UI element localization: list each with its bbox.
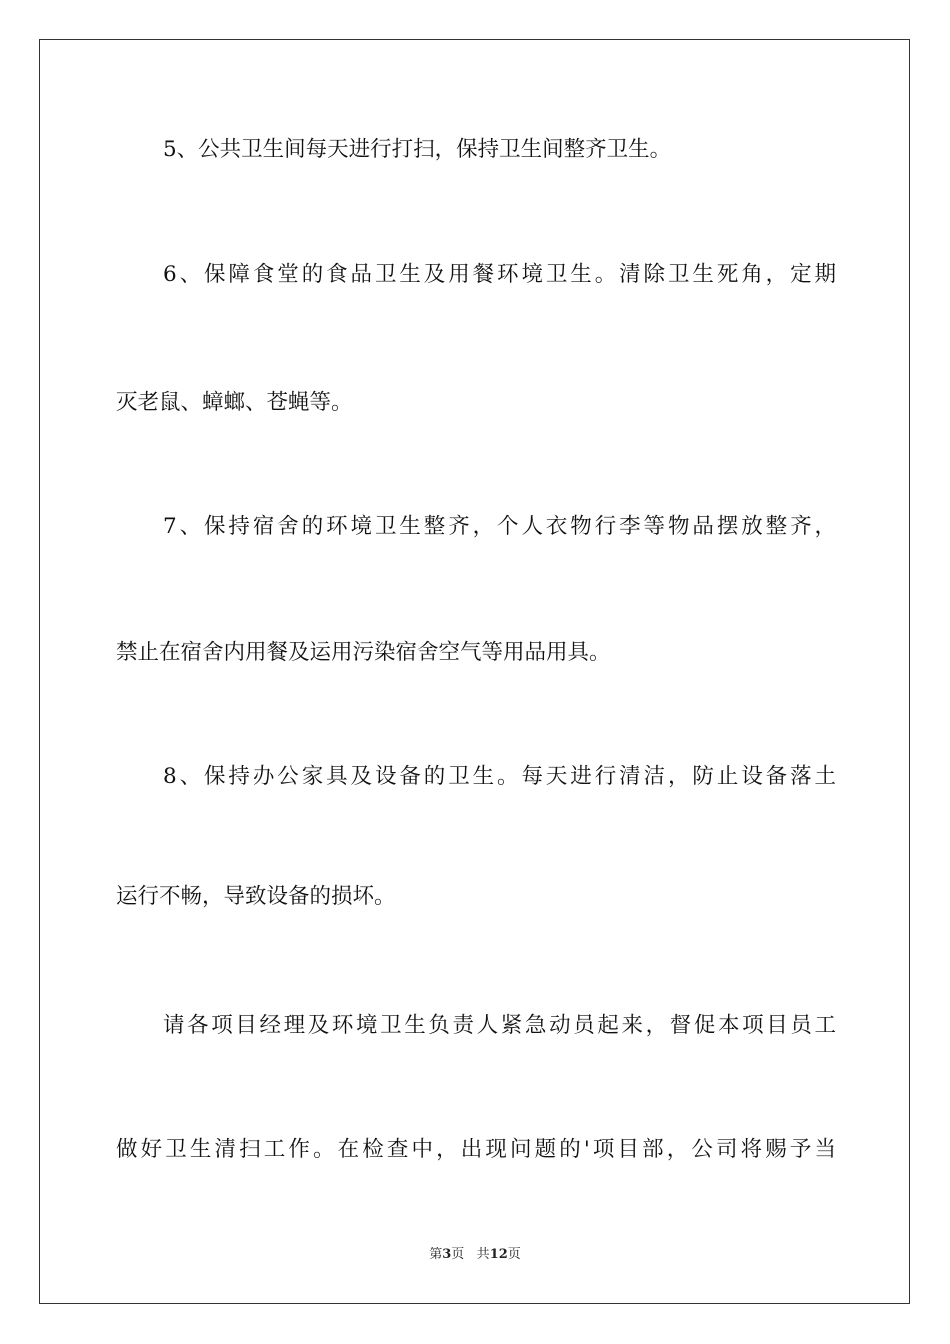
paragraph-line-1: 5、公共卫生间每天进行打扫，保持卫生间整齐卫生。 [163, 137, 672, 162]
total-prefix: 共 [476, 1247, 490, 1262]
page-suffix: 页 [451, 1247, 465, 1262]
total-pages: 12 [489, 1247, 508, 1262]
paragraph-line-5: 禁止在宿舍内用餐及运用污染宿舍空气等用品用具。 [116, 640, 611, 665]
page-footer [0, 1245, 950, 1265]
paragraph-line-8: 请各项目经理及环境卫生负责人紧急动员起来，督促本项目员工 [163, 1013, 836, 1038]
paragraph-line-4: 7、保持宿舍的环境卫生整齐，个人衣物行李等物品摆放整齐， [163, 514, 836, 539]
total-suffix: 页 [507, 1247, 521, 1262]
paragraph-line-6: 8、保持办公家具及设备的卫生。每天进行清洁，防止设备落土 [163, 764, 836, 789]
paragraph-line-9: 做好卫生清扫工作。在检查中，出现问题的'项目部，公司将赐予当 [116, 1137, 836, 1162]
page-number: 3 [442, 1247, 452, 1262]
page-prefix: 第 [429, 1247, 443, 1262]
paragraph-line-7: 运行不畅，导致设备的损坏。 [116, 884, 396, 909]
paragraph-line-3: 灭老鼠、蟑螂、苍蝇等。 [116, 390, 353, 415]
paragraph-line-2: 6、保障食堂的食品卫生及用餐环境卫生。清除卫生死角，定期 [163, 262, 836, 287]
